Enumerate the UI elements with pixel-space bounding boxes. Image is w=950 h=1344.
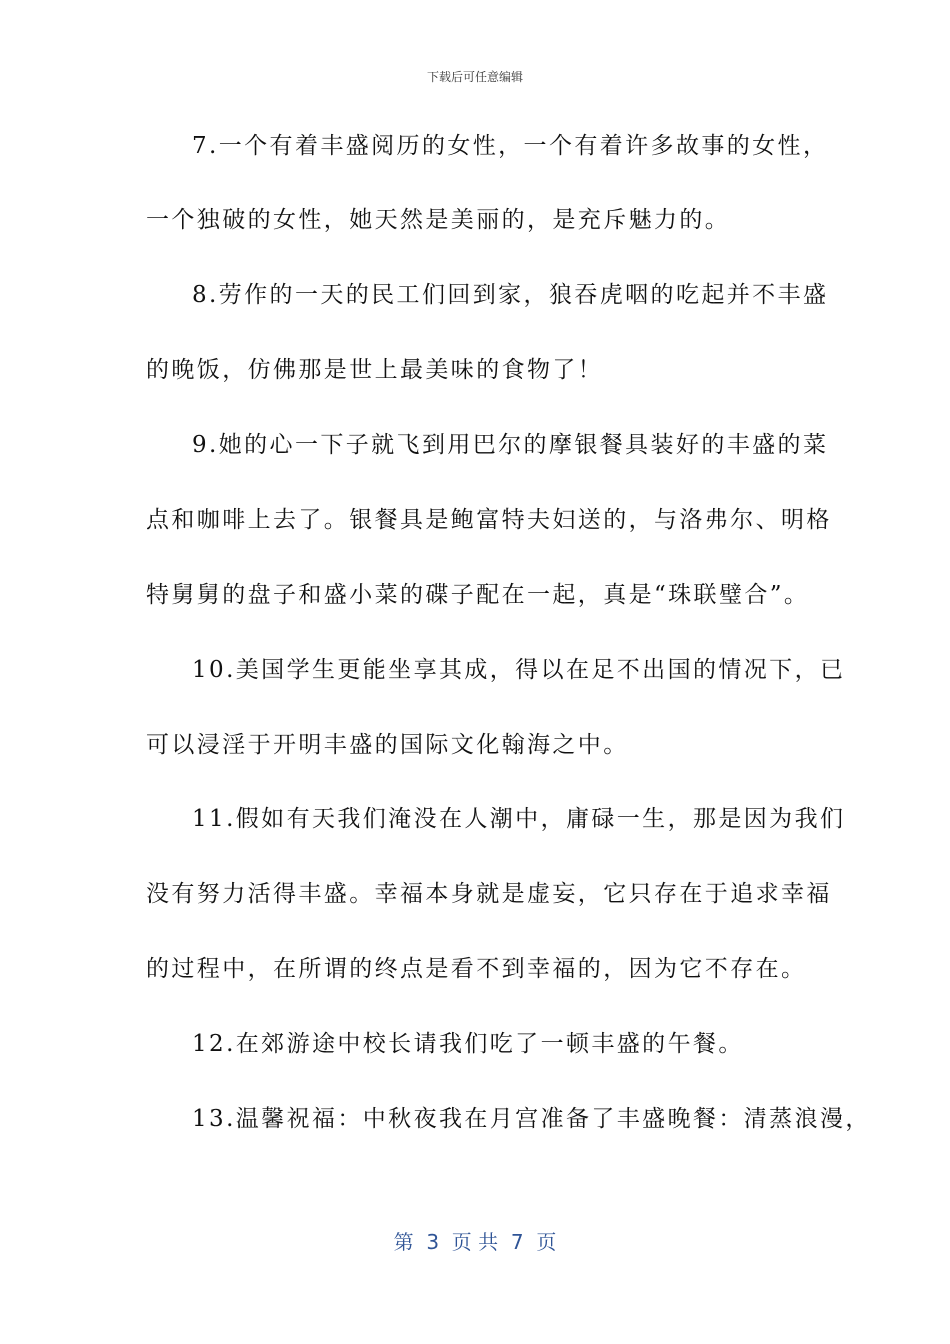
text-line-9c: 特舅舅的盘子和盛小菜的碟子配在一起，真是“珠联璧合”。 [146,582,810,608]
text-line-7b: 一个独破的女性，她天然是美丽的，是充斥魅力的。 [146,207,731,233]
text-line-10a: 10.美国学生更能坐享其成，得以在足不出国的情况下，已 [192,657,846,683]
text-line-13: 13.温馨祝福：中秋夜我在月宫准备了丰盛晚餐：清蒸浪漫， [192,1106,871,1132]
text-line-9b: 点和咖啡上去了。银餐具是鲍富特夫妇送的，与洛弗尔、明格 [146,507,832,533]
text-line-11b: 没有努力活得丰盛。幸福本身就是虚妄，它只存在于追求幸福 [146,881,832,907]
text-line-8a: 8.劳作的一天的民工们回到家，狼吞虎咽的吃起并不丰盛 [192,282,829,308]
text-line-9a: 9.她的心一下子就飞到用巴尔的摩银餐具装好的丰盛的菜 [192,432,829,458]
page-number-footer: 第 3 页 共 7 页 [393,1230,557,1254]
text-line-10b: 可以浸淫于开明丰盛的国际文化翰海之中。 [146,732,629,758]
text-line-12: 12.在郊游途中校长请我们吃了一顿丰盛的午餐。 [192,1031,744,1057]
page-header-note: 下载后可任意编辑 [426,70,523,84]
text-line-11c: 的过程中，在所谓的终点是看不到幸福的，因为它不存在。 [146,956,807,982]
text-line-11a: 11.假如有天我们淹没在人潮中，庸碌一生，那是因为我们 [192,806,846,832]
text-line-8b: 的晚饭，仿佛那是世上最美味的食物了！ [146,357,604,383]
text-line-7a: 7.一个有着丰盛阅历的女性，一个有着许多故事的女性， [192,133,829,159]
